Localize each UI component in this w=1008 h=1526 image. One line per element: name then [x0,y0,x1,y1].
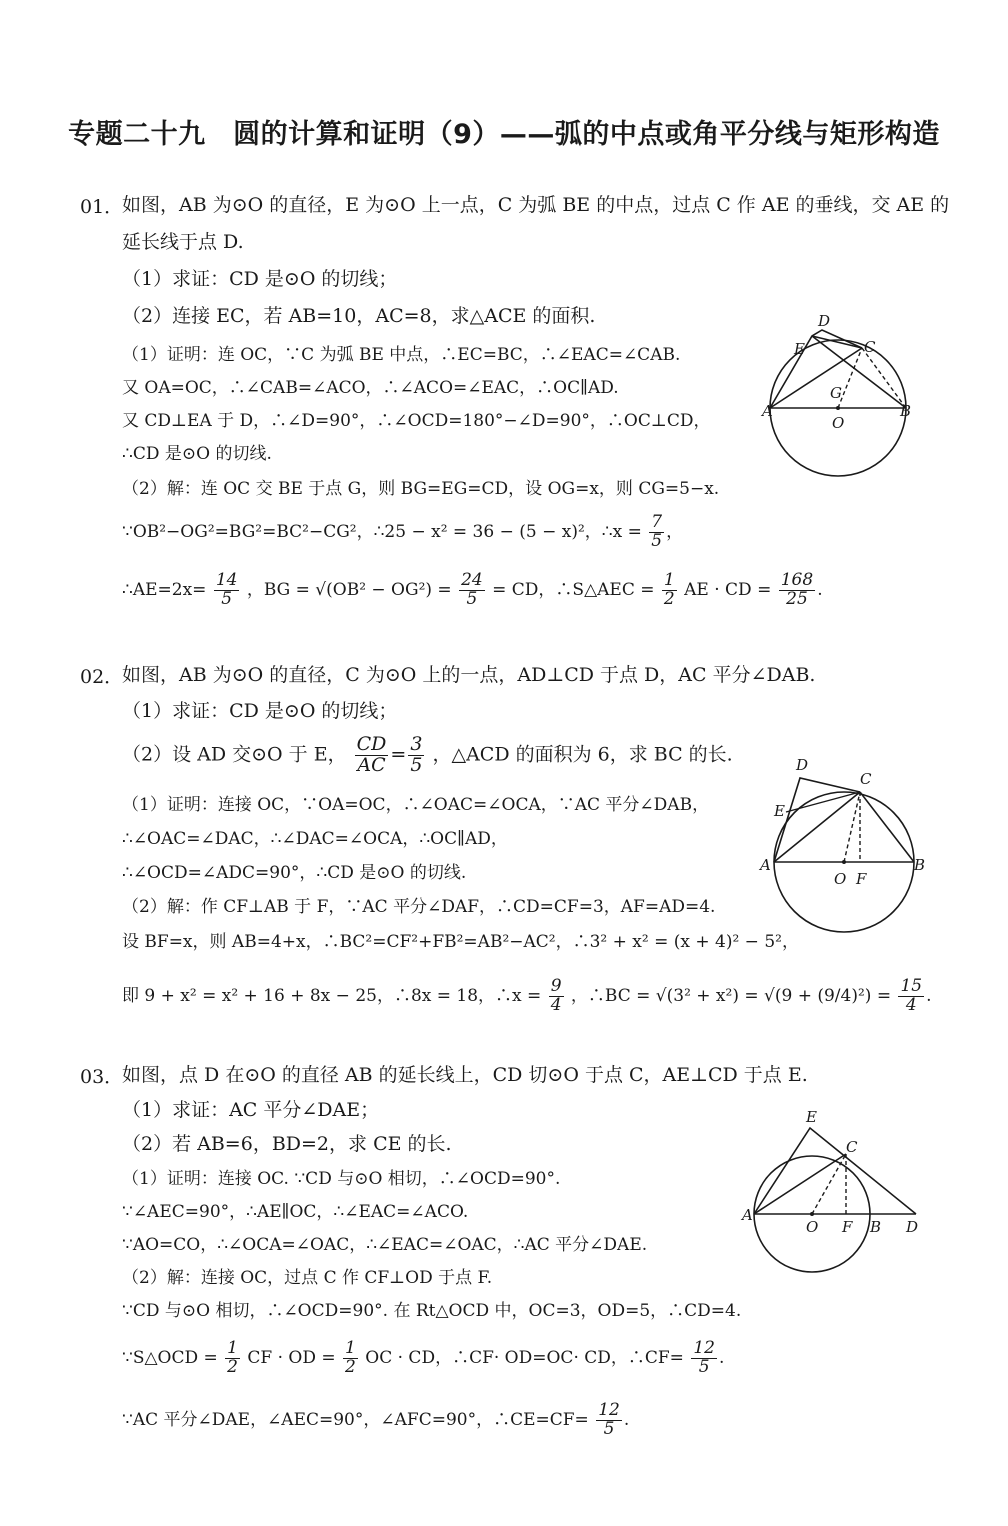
line-ac [754,1154,846,1214]
question-1: （1）求证：CD 是⊙O 的切线； [122,268,398,290]
label-d: D [796,756,809,774]
problem-statement-cont: 延长线于点 D. [122,231,244,253]
fraction [459,572,485,609]
label-a: A [760,856,771,874]
question-1: （1）求证：AC 平分∠DAE； [122,1099,380,1121]
denominator: 4 [905,994,917,1015]
solution-line: 又 OA=OC，∴∠CAB=∠ACO，∴∠ACO=∠EAC，∴OC∥AD. [122,378,619,398]
denominator: 5 [221,588,233,609]
numerator: 9 [550,976,562,996]
equation-text: ∴AE=2x= [122,579,207,600]
denominator: 5 [603,1418,615,1439]
label-b: B [914,856,926,874]
fraction [549,978,564,1015]
solution-line: ∵∠AEC=90°，∴AE∥OC，∴∠EAC=∠ACO. [122,1202,469,1222]
center-dot [836,406,840,410]
label-c: C [860,770,872,788]
question-2: （2）设 AD 交⊙O 于 E， $\frac{CD}{AC}$ = $\frac{3}{5}$ ，△ACD 的面积为 6，求 BC 的长. [122,733,733,776]
question-text: ，△ACD 的面积为 6，求 BC 的长. [432,743,733,766]
center-dot [842,860,846,864]
problem-number: 03． [80,1066,124,1088]
label-g: G [830,384,842,402]
numerator: 168 [780,570,814,590]
question-text: （2）设 AD 交⊙O 于 E， [122,743,347,766]
figure-circle-1 [760,310,920,480]
numerator: 3 [410,733,423,755]
fraction [225,1340,240,1377]
solution-line: 又 CD⊥EA 于 D，∴∠D=90°，∴∠OCD=180°−∠D=90°，∴OC⊥CD， [122,411,711,431]
equation-line: ∴AE=2x= $\frac{14}{5}$ ，BG = √(OB² − OG²) = $\frac{24}{5}$ = CD，∴S△AEC = $\frac{1}{2}$ AE · CD = $\frac{168}{25}$ . [122,570,823,609]
question-2: （2）连接 EC，若 AB=10，AC=8，求△ACE 的面积. [122,305,596,327]
line-oc-dashed [812,1154,846,1214]
fraction [779,572,815,609]
fraction [408,735,424,776]
label-a: A [762,402,773,420]
question-2: （2）若 AB=6，BD=2，求 CE 的长. [122,1133,452,1155]
equation-line: ∵AC 平分∠DAE，∠AEC=90°，∠AFC=90°，∴CE=CF= $\frac{12}{5}$ . [122,1400,630,1439]
solution-line: ∵AO=CO，∴∠OCA=∠OAC，∴∠EAC=∠OAC，∴AC 平分∠DAE. [122,1235,648,1255]
page-title: 专题二十九 圆的计算和证明（9）——弧的中点或角平分线与矩形构造 [68,119,940,150]
label-d: D [818,312,831,330]
numerator: CD [356,733,387,755]
line-ade [770,330,862,408]
label-o: O [834,870,847,888]
solution-line: （1）证明：连接 OC. ∵CD 与⊙O 相切，∴∠OCD=90°. [122,1169,561,1189]
label-f: F [842,1218,853,1236]
label-o: O [806,1218,819,1236]
line-cb [860,792,914,862]
label-e: E [806,1108,817,1126]
solution-line: ∴∠OAC=∠DAC，∴∠DAC=∠OCA，∴OC∥AD， [122,829,508,849]
denominator: 4 [550,994,562,1015]
equation-text: ∵AC 平分∠DAE，∠AEC=90°，∠AFC=90°，∴CE=CF= [122,1409,589,1430]
equation-text: 即 9 + x² = x² + 16 + 8x − 25，∴8x = 18，∴x = [122,985,542,1006]
denominator: 2 [345,1356,356,1377]
numerator: 7 [651,512,663,532]
equation-text: ，∴BC = √(3² + x²) = √(9 + (9/4)²) = [570,985,892,1006]
numerator: 24 [461,570,483,590]
label-o: O [832,414,845,432]
problem-number: 02． [80,666,124,688]
label-d: D [906,1218,919,1236]
equation-text: AE · CD = [684,579,772,600]
figure-circle-2 [756,752,936,942]
solution-line: 设 BF=x，则 AB=4+x，∴BC²=CF²+FB²=AB²−AC²，∴3² + x² = (x + 4)² − 5²， [122,932,799,952]
problem-statement: 如图，AB 为⊙O 的直径，E 为⊙O 上一点，C 为弧 BE 的中点，过点 C 作 AE 的垂线，交 AE 的 [122,194,950,216]
label-e: E [774,802,785,820]
problem-number: 01． [80,196,124,218]
label-f: F [856,870,867,888]
label-c: C [864,338,876,356]
denominator: 5 [410,753,423,776]
denominator: 5 [698,1356,710,1377]
question-1: （1）求证：CD 是⊙O 的切线； [122,700,398,722]
fraction [649,514,664,551]
figure-circle-3 [740,1108,930,1278]
line-aed [754,1128,916,1214]
label-b: B [900,402,912,420]
problem-statement: 如图，点 D 在⊙O 的直径 AB 的延长线上，CD 切⊙O 于点 C，AE⊥CD 于点 E. [122,1064,808,1086]
numerator: 1 [345,1338,356,1358]
fraction [596,1402,622,1439]
equation-line: 即 9 + x² = x² + 16 + 8x − 25，∴8x = 18，∴x = $\frac{9}{4}$ ，∴BC = √(3² + x²) = √(9 + (9/4)²) = $\frac{15}{4}$ . [122,976,932,1015]
numerator: 14 [215,570,238,590]
denominator: 5 [466,588,478,609]
denominator: 2 [227,1356,238,1377]
label-c: C [846,1138,858,1156]
solution-line: ∵CD 与⊙O 相切，∴∠OCD=90°. 在 Rt△OCD 中，OC=3，OD=5，∴CD=4. [122,1301,742,1321]
center-dot [810,1212,814,1216]
fraction [343,1340,358,1377]
fraction [691,1340,717,1377]
equation-text: OC · CD，∴CF· OD=OC· CD，∴CF= [365,1347,684,1368]
numerator: 15 [900,976,923,996]
label-a: A [742,1206,753,1224]
solution-line: ∴∠OCD=∠ADC=90°，∴CD 是⊙O 的切线. [122,863,467,883]
numerator: 1 [663,570,675,590]
denominator: AC [357,753,386,776]
equation-text: = CD，∴S△AEC = [492,579,655,600]
solution-line: ∴CD 是⊙O 的切线. [122,444,272,464]
denominator: 2 [663,588,675,609]
numerator: 1 [227,1338,238,1358]
denominator: 5 [651,530,663,551]
line-adc [774,778,860,862]
numerator: 12 [693,1338,715,1358]
solution-line: （2）解：作 CF⊥AB 于 F，∵AC 平分∠DAF，∴CD=CF=3，AF=AD=4. [122,897,716,917]
fraction [898,978,924,1015]
equation-text: CF · OD = [247,1347,336,1368]
fraction [662,572,677,609]
solution-line: （1）证明：连接 OC，∵OA=OC，∴∠OAC=∠OCA，∵AC 平分∠DAB， [122,795,710,815]
solution-line: （2）解：连 OC 交 BE 于点 G，则 BG=EG=CD，设 OG=x，则 CG=5−x. [122,479,720,499]
equation-line: ∵OB²−OG²=BG²=BC²−CG²，∴25 − x² = 36 − (5 − x)²，∴x = $\frac{7}{5}$ ， [122,512,684,551]
solution-line: （1）证明：连 OC，∵C 为弧 BE 中点，∴EC=BC，∴∠EAC=∠CAB. [122,345,681,365]
equation-text: ∵S△OCD = [122,1347,218,1368]
equation-text: ，BG = √(OB² − OG²) = [246,579,452,600]
fraction [214,572,240,609]
line-ac [770,348,862,408]
equation-text: ∵OB²−OG²=BG²=BC²−CG²，∴25 − x² = 36 − (5 − x)²，∴x = [122,521,642,542]
label-e: E [794,340,805,358]
label-b: B [870,1218,882,1236]
numerator: 12 [598,1400,620,1420]
fraction [355,735,389,776]
solution-line: （2）解：连接 OC，过点 C 作 CF⊥OD 于点 F. [122,1268,493,1288]
equation-line: ∵S△OCD = $\frac{1}{2}$ CF · OD = $\frac{1}{2}$ OC · CD，∴CF· OD=OC· CD，∴CF= $\frac{12}{5}$ . [122,1338,725,1377]
denominator: 25 [786,588,808,609]
problem-statement: 如图，AB 为⊙O 的直径，C 为⊙O 上的一点，AD⊥CD 于点 D，AC 平分∠DAB. [122,664,816,686]
